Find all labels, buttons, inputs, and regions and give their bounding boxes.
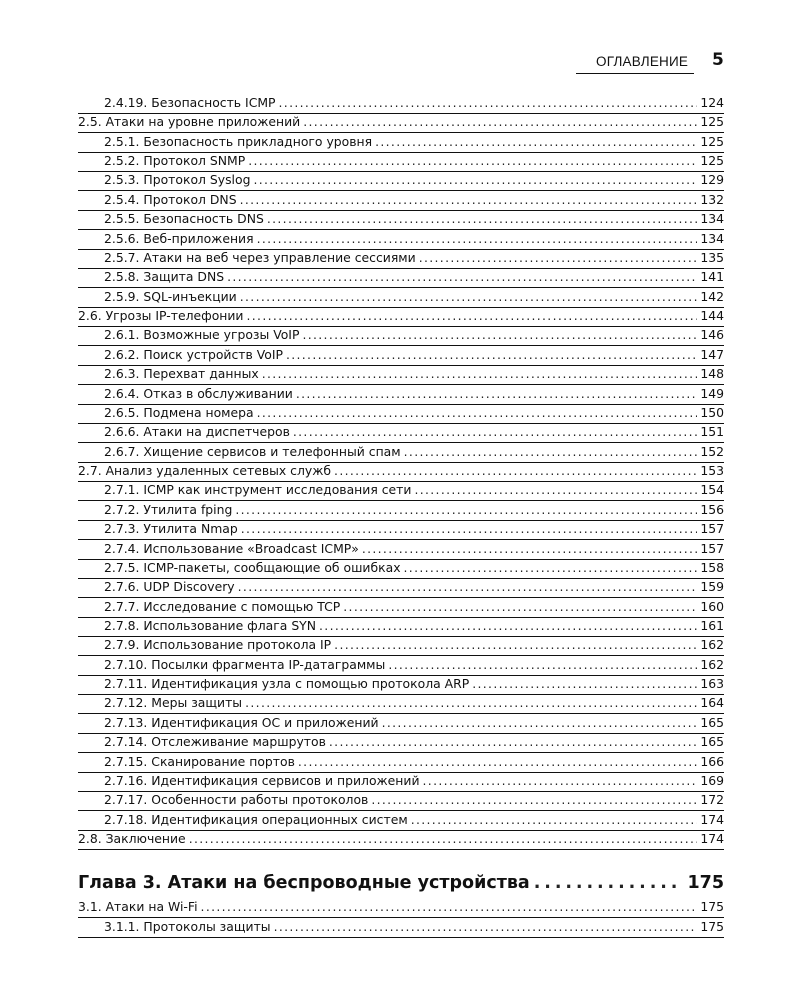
toc-entry[interactable] (104, 598, 724, 616)
toc-entry-page: 161 (700, 618, 724, 633)
toc-entry-title: 2.6.4. Отказ в обслуживании (104, 386, 293, 401)
toc-entry[interactable] (104, 133, 724, 151)
page-number: 5 (712, 50, 724, 70)
toc-entry-page: 147 (700, 347, 724, 362)
toc-entry-page: 153 (700, 463, 724, 478)
toc-entry-title: 2.5.4. Протокол DNS (104, 192, 237, 207)
toc-entry-title: 2.5.8. Защита DNS (104, 269, 225, 284)
toc-entry[interactable] (104, 443, 724, 461)
toc-entry-page: 134 (700, 211, 724, 226)
toc-entry-title: 2.5.3. Протокол Syslog (104, 172, 251, 187)
dot-leader (238, 578, 698, 596)
toc-entry-title: 2.8. Заключение (78, 831, 186, 846)
toc-entry-page: 169 (700, 773, 724, 788)
toc-entry-page: 146 (700, 327, 724, 342)
toc-entry-title: 2.7.9. Использование протокола IP (104, 637, 332, 652)
toc-entry[interactable] (78, 462, 724, 480)
toc-entry-title: 2.7.2. Утилита fping (104, 502, 233, 517)
toc-entry[interactable] (104, 918, 724, 936)
toc-entry[interactable] (78, 113, 724, 131)
toc-entry[interactable] (104, 617, 724, 635)
dot-leader (388, 656, 697, 674)
toc-entry-page: 141 (700, 269, 724, 284)
dot-leader (189, 830, 698, 848)
dot-leader (248, 152, 697, 170)
toc-entry-title: 2.7.18. Идентификация операционных систем (104, 812, 408, 827)
toc-entry-page: 125 (700, 134, 724, 149)
dot-leader (253, 171, 697, 189)
dot-leader (267, 210, 698, 228)
toc-entry[interactable] (104, 772, 724, 790)
header-rule (576, 73, 694, 74)
toc-entry[interactable] (104, 365, 724, 383)
toc-entry-page: 165 (700, 734, 724, 749)
toc-entry-title: 2.7.10. Посылки фрагмента IP-датаграммы (104, 657, 386, 672)
dot-leader (334, 636, 697, 654)
dot-leader (257, 230, 698, 248)
toc-entry[interactable] (104, 501, 724, 519)
toc-entry-page: 125 (700, 114, 724, 129)
toc-entry[interactable] (104, 191, 724, 209)
toc-entry-page: 135 (700, 250, 724, 265)
toc-entry[interactable] (104, 559, 724, 577)
toc-entry-page: 125 (700, 153, 724, 168)
toc-entry-title: 2.7.11. Идентификация узла с помощью протокола ARP (104, 676, 470, 691)
dot-leader (302, 326, 697, 344)
toc-entry[interactable] (78, 898, 724, 916)
dot-leader (371, 791, 697, 809)
toc-entry[interactable] (104, 520, 724, 538)
toc-entry[interactable] (104, 326, 724, 344)
toc-entry-page: 134 (700, 231, 724, 246)
dot-leader (334, 462, 697, 480)
toc-entry-page: 160 (700, 599, 724, 614)
toc-entry[interactable] (104, 791, 724, 809)
dot-leader (298, 753, 697, 771)
toc-entry[interactable] (104, 346, 724, 364)
toc-entry[interactable] (104, 694, 724, 712)
toc-entry[interactable] (104, 171, 724, 189)
dot-leader (329, 733, 697, 751)
dot-leader (404, 443, 698, 461)
dot-leader (245, 694, 697, 712)
toc-entry[interactable] (104, 249, 724, 267)
dot-leader (240, 288, 698, 306)
toc-entry-page: 163 (700, 676, 724, 691)
toc-entry-page: 159 (700, 579, 724, 594)
toc-entry-page: 156 (700, 502, 724, 517)
dot-leader (201, 898, 698, 916)
toc-entry-title: 2.5.5. Безопасность DNS (104, 211, 264, 226)
toc-entry-page: 142 (700, 289, 724, 304)
dot-leader (423, 772, 698, 790)
toc-entry-page: 132 (700, 192, 724, 207)
toc-entry-page: 157 (700, 541, 724, 556)
toc-entry-page: 166 (700, 754, 724, 769)
dot-leader (274, 918, 698, 936)
dot-leader (414, 481, 697, 499)
toc-entry-title: 2.7.15. Сканирование портов (104, 754, 295, 769)
toc-entry-page: 172 (700, 792, 724, 807)
row-rule (78, 937, 724, 938)
toc-entry-page: 164 (700, 695, 724, 710)
dot-leader (279, 94, 698, 112)
toc-entry-page: 124 (700, 95, 724, 110)
toc-entry-title: 2.7.5. ICMP-пакеты, сообщающие об ошибках (104, 560, 401, 575)
toc-entry-title: 2.5. Атаки на уровне приложений (78, 114, 301, 129)
dot-leader (411, 811, 698, 829)
toc-entry[interactable] (104, 656, 724, 674)
toc-entry[interactable] (104, 268, 724, 286)
chapter-page: 175 (687, 873, 724, 893)
toc-entry-page: 158 (700, 560, 724, 575)
toc-entry-title: 2.7.6. UDP Discovery (104, 579, 235, 594)
running-header-title: ОГЛАВЛЕНИЕ (596, 54, 689, 69)
toc-entry[interactable] (104, 152, 724, 170)
toc-entry[interactable] (104, 385, 724, 403)
toc-entry-page: 148 (700, 366, 724, 381)
chapter-title: Глава 3. Атаки на беспроводные устройства (78, 873, 530, 893)
toc-entry[interactable] (104, 540, 724, 558)
toc-entry-title: 2.6.6. Атаки на диспетчеров (104, 424, 290, 439)
toc-entry-title: 2.6.1. Возможные угрозы VoIP (104, 327, 300, 342)
toc-entry-page: 175 (700, 899, 724, 914)
toc-entry-title: 2.7.1. ICMP как инструмент исследования сети (104, 482, 412, 497)
toc-entry[interactable] (104, 481, 724, 499)
toc-entry-title: 2.7.7. Исследование с помощью TCP (104, 599, 341, 614)
toc-entry-title: 2.5.1. Безопасность прикладного уровня (104, 134, 373, 149)
toc-entry-page: 154 (700, 482, 724, 497)
toc-entry[interactable] (104, 578, 724, 596)
dot-leader (241, 520, 698, 538)
toc-entry-title: 2.4.19. Безопасность ICMP (104, 95, 276, 110)
dot-leader (296, 385, 698, 403)
toc-entry-page: 165 (700, 715, 724, 730)
toc-entry-title: 2.7.17. Особенности работы протоколов (104, 792, 369, 807)
toc-entry-title: 2.5.6. Веб-приложения (104, 231, 254, 246)
toc-entry[interactable] (104, 230, 724, 248)
dot-leader (235, 501, 697, 519)
toc-entry[interactable] (78, 307, 724, 325)
toc-entry[interactable] (104, 714, 724, 732)
toc-entry-title: 2.7.4. Использование «Broadcast ICMP» (104, 541, 359, 556)
toc-entry-title: 2.5.9. SQL-инъекции (104, 289, 237, 304)
toc-entry-page: 174 (700, 812, 724, 827)
dot-leader (419, 249, 698, 267)
toc-entry-page: 175 (700, 919, 724, 934)
toc-entry-title: 2.7.12. Меры защиты (104, 695, 243, 710)
toc-entry[interactable] (104, 733, 724, 751)
toc-entry[interactable] (104, 210, 724, 228)
dot-leader (472, 675, 697, 693)
dot-leader (534, 873, 684, 893)
toc-entry[interactable] (104, 288, 724, 306)
dot-leader (303, 113, 697, 131)
toc-entry-title: 2.7.3. Утилита Nmap (104, 521, 238, 536)
toc-entry-page: 150 (700, 405, 724, 420)
dot-leader (286, 346, 697, 364)
toc-entry-page: 151 (700, 424, 724, 439)
dot-leader (382, 714, 698, 732)
toc-entry-page: 157 (700, 521, 724, 536)
dot-leader (362, 540, 698, 558)
toc-entry-title: 2.7.14. Отслеживание маршрутов (104, 734, 326, 749)
dot-leader (319, 617, 697, 635)
toc-entry-page: 129 (700, 172, 724, 187)
toc-entry-title: 2.6. Угрозы IP-телефонии (78, 308, 244, 323)
toc-entry[interactable] (104, 753, 724, 771)
toc-entry-page: 144 (700, 308, 724, 323)
dot-leader (375, 133, 697, 151)
toc-entry-title: 2.6.2. Поиск устройств VoIP (104, 347, 283, 362)
toc-entry-title: 2.7.13. Идентификация ОС и приложений (104, 715, 379, 730)
toc-entry-page: 152 (700, 444, 724, 459)
toc-entry[interactable] (78, 830, 724, 848)
dot-leader (293, 423, 697, 441)
toc-entry[interactable] (104, 423, 724, 441)
dot-leader (240, 191, 698, 209)
toc-entry-title: 2.6.5. Подмена номера (104, 405, 254, 420)
toc-entry-title: 2.6.7. Хищение сервисов и телефонный спам (104, 444, 401, 459)
toc-entry[interactable] (104, 811, 724, 829)
toc-entry-page: 162 (700, 637, 724, 652)
toc-entry-title: 2.5.7. Атаки на веб через управление сессиями (104, 250, 416, 265)
dot-leader (227, 268, 697, 286)
dot-leader (262, 365, 698, 383)
toc-entry-title: 3.1. Атаки на Wi-Fi (78, 899, 198, 914)
dot-leader (247, 307, 698, 325)
toc-entry[interactable] (104, 404, 724, 422)
toc-entry-page: 149 (700, 386, 724, 401)
toc-entry-title: 2.7. Анализ удаленных сетевых служб (78, 463, 332, 478)
chapter-heading[interactable] (78, 873, 724, 897)
toc-entry-page: 174 (700, 831, 724, 846)
toc-entry-title: 2.6.3. Перехват данных (104, 366, 259, 381)
toc-entry[interactable] (104, 675, 724, 693)
row-rule (78, 849, 724, 850)
toc-entry[interactable] (104, 94, 724, 112)
toc-entry-title: 2.7.8. Использование флага SYN (104, 618, 317, 633)
toc-entry-title: 3.1.1. Протоколы защиты (104, 919, 271, 934)
toc-entry-title: 2.7.16. Идентификация сервисов и приложений (104, 773, 420, 788)
running-header (0, 0, 800, 84)
toc-entry[interactable] (104, 636, 724, 654)
dot-leader (257, 404, 698, 422)
dot-leader (404, 559, 698, 577)
toc-entry-title: 2.5.2. Протокол SNMP (104, 153, 246, 168)
toc-entry-page: 162 (700, 657, 724, 672)
dot-leader (343, 598, 697, 616)
